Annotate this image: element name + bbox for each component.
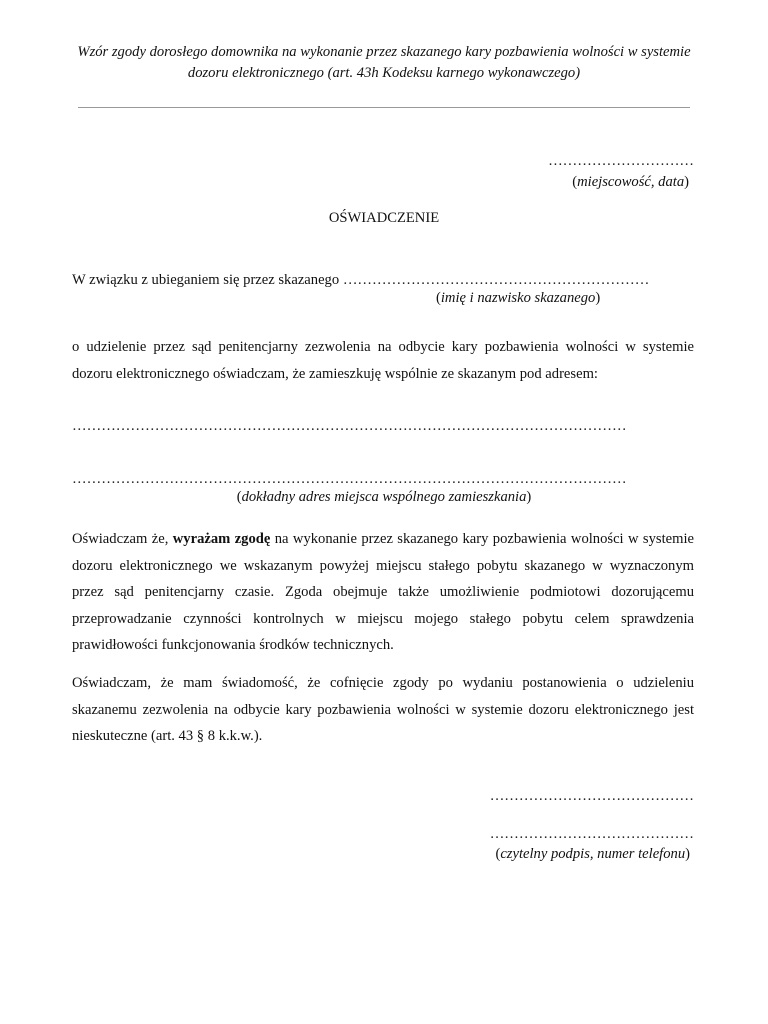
consent-rest: na wykonanie przez skazanego kary pozbawienia wolności w systemie dozoru elektronicznego we wskazanym powyżej miejscu stałego pobytu skazanego w wyznaczonym przez sąd penitencjarny czasie. Zgoda obejmuje także umożliwienie podmiotowi dozorującemu przeprowadzanie czynności kontrolnych w miejscu mojego stałego pobytu celem sprawdzenia prawidłowości funkcjonowania środków technicznych. — [72, 531, 694, 653]
address-line-1-dots: …………………………………………………………………………………………………… — [72, 418, 627, 434]
document-header-title: Wzór zgody dorosłego domownika na wykonanie przez skazanego kary pozbawienia wolności w systemie dozoru elektronicznego (art. 43h Kodeksu karnego wykonawczego) — [77, 44, 691, 81]
address-label-text: dokładny adres miejsca wspólnego zamieszkania — [241, 489, 527, 505]
signature-label: (czytelny podpis, numer telefonu) — [495, 846, 690, 862]
convict-name-dots: ……………………………………………………… — [342, 272, 650, 288]
consent-bold: wyrażam zgodę — [172, 531, 271, 547]
header-divider — [78, 107, 690, 108]
statement-heading: OŚWIADCZENIE — [328, 210, 440, 226]
convict-line — [72, 272, 649, 289]
place-date-label-text: miejscowość, data — [577, 174, 685, 190]
convict-name-label-text: imię i nazwisko skazanego — [440, 290, 596, 306]
place-date-dots: ………………………… — [548, 153, 694, 169]
signature-line-1-dots: …………………………………… — [489, 788, 694, 804]
consent-paragraph — [72, 526, 694, 659]
address-line-2-dots: …………………………………………………………………………………………………… — [72, 471, 627, 487]
address-label: (dokładny adres miejsca wspólnego zamieszkania) — [236, 489, 532, 505]
consent-intro: Oświadczam że, — [72, 531, 169, 547]
convict-line-prefix: W związku z ubieganiem się przez skazanego — [72, 272, 340, 288]
awareness-paragraph: Oświadczam, że mam świadomość, że cofnięcie zgody po wydaniu postanowienia o udzieleniu skazanemu zezwolenia na odbycie kary pozbawienia wolności w systemie dozoru elektronicznego jest nieskuteczne (art. 43 § 8 k.k.w.). — [72, 675, 694, 744]
signature-label-text: czytelny podpis, numer telefonu — [500, 846, 686, 862]
application-paragraph: o udzielenie przez sąd penitencjarny zezwolenia na odbycie kary pozbawienia wolności w systemie dozoru elektronicznego oświadczam, że zamieszkuję wspólnie ze skazanym pod adresem: — [72, 339, 694, 382]
convict-name-label: (imię i nazwisko skazanego) — [436, 290, 601, 306]
place-date-label: (miejscowość, data) — [572, 174, 689, 190]
signature-line-2-dots: …………………………………… — [489, 826, 694, 842]
